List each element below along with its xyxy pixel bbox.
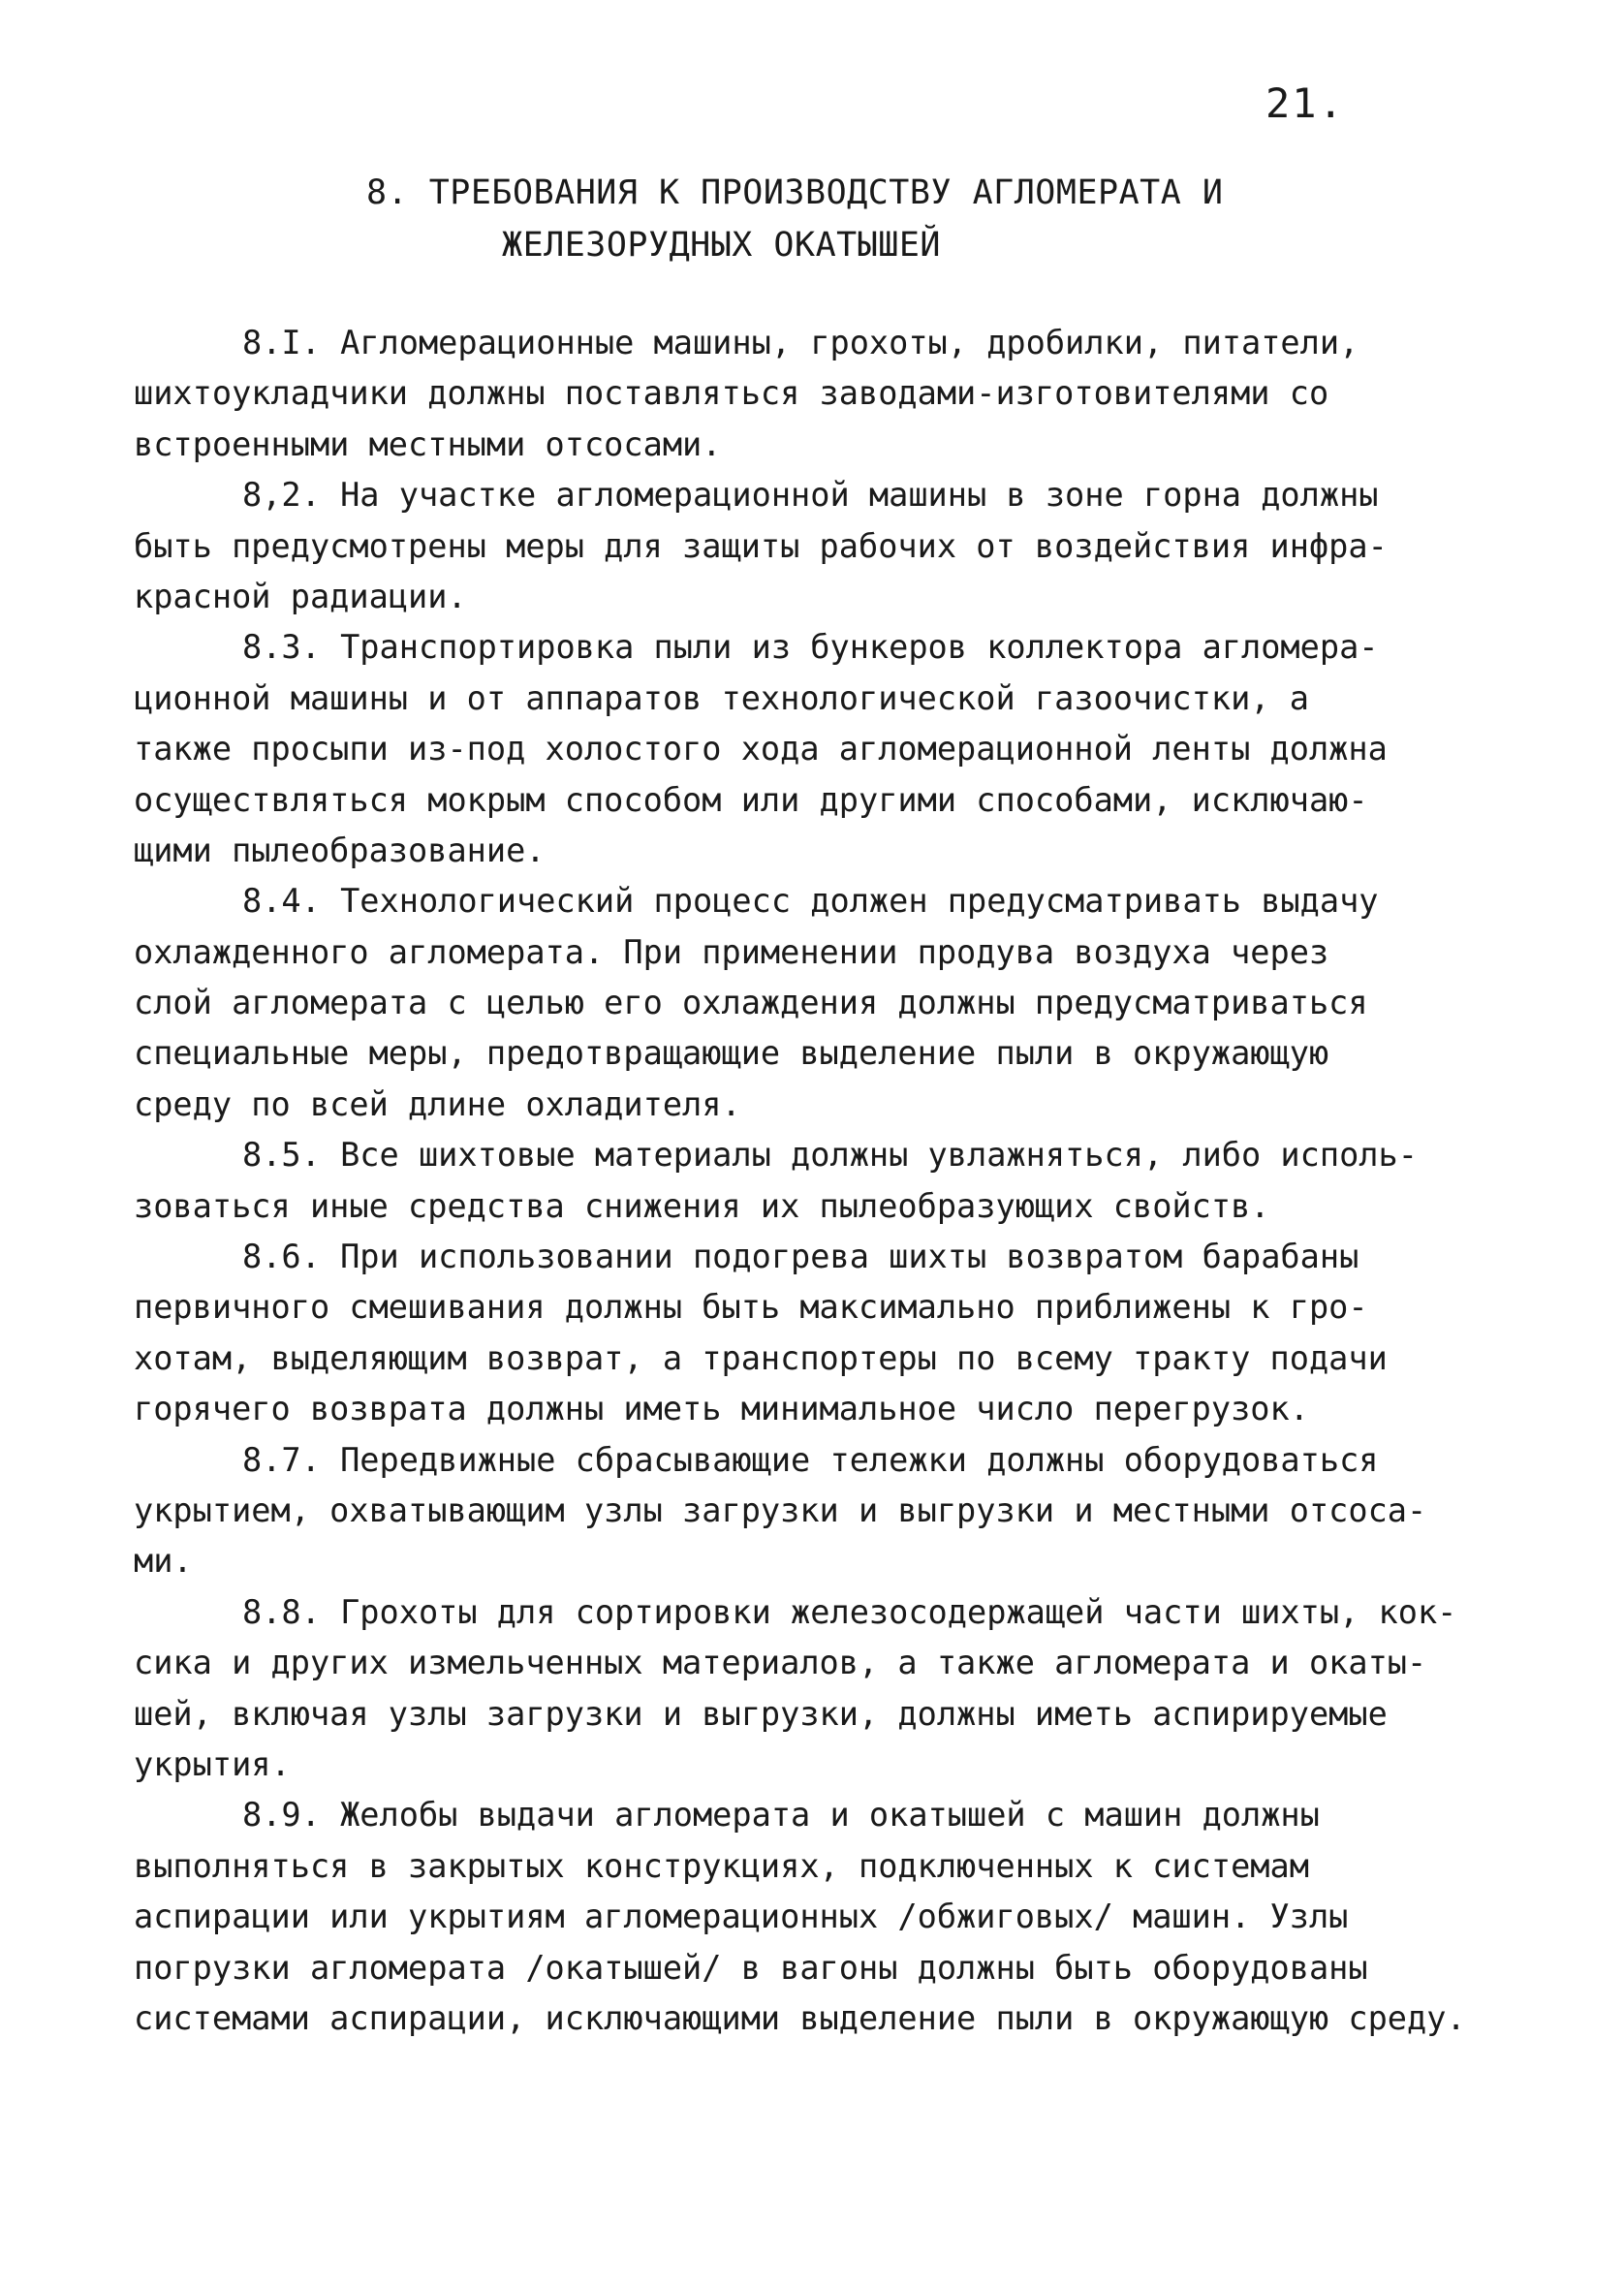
paragraph-8-2 (134, 470, 1537, 622)
paragraph-8-5 (134, 1130, 1537, 1232)
text-line: щими пылеобразование. (134, 831, 546, 869)
text-line: сика и других измельченных материалов, а также агломерата и окаты- (134, 1644, 1427, 1682)
section-title (0, 167, 1624, 271)
text-line: укрытием, охватывающим узлы загрузки и выгрузки и местными отсоса- (134, 1490, 1427, 1529)
section-title-line-1: 8. ТРЕБОВАНИЯ К ПРОИЗВОДСТВУ АГЛОМЕРАТА И (366, 173, 1224, 212)
text-line: шихтоукладчики должны поставляться заводами-изготовителями со (134, 374, 1329, 413)
paragraph-8-4 (134, 876, 1537, 1130)
section-title-line-2: ЖЕЛЕЗОРУДНЫХ ОКАТЫШЕЙ (502, 226, 942, 265)
text-line: 8.7. Передвижные сбрасывающие тележки должны оборудоваться (242, 1440, 1379, 1479)
text-line: ми. (134, 1542, 193, 1581)
text-line: 8.I. Агломерационные машины, грохоты, дробилки, питатели, (242, 324, 1359, 361)
document-body (134, 318, 1537, 2044)
text-line: также просыпи из-под холостого хода агломерационной ленты должна (134, 730, 1388, 769)
text-line: специальные меры, предотвращающие выделение пыли в окружающую (134, 1034, 1329, 1073)
text-line: 8.6. При использовании подогрева шихты возвратом барабаны (242, 1238, 1359, 1276)
text-line: 8.8. Грохоты для сортировки железосодержащей части шихты, кок- (242, 1592, 1457, 1631)
text-line: слой агломерата с целью его охлаждения должны предусматриваться (134, 984, 1368, 1022)
text-line: хотам, выделяющим возврат, а транспортеры по всему тракту подачи (134, 1338, 1388, 1377)
text-line: осуществляться мокрым способом или другими способами, исключаю- (134, 780, 1368, 819)
text-line: шей, включая узлы загрузки и выгрузки, должны иметь аспирируемые (134, 1694, 1388, 1733)
text-line: встроенными местными отсосами. (134, 424, 722, 463)
page-number: 21. (1265, 79, 1345, 127)
text-line: красной радиации. (134, 577, 467, 615)
paragraph-8-9 (134, 1790, 1537, 2044)
text-line: 8.3. Транспортировка пыли из бункеров коллектора агломера- (242, 628, 1379, 667)
text-line: ционной машины и от аппаратов технологической газоочистки, а (134, 678, 1309, 717)
text-line: первичного смешивания должны быть максимально приближены к гро- (134, 1288, 1368, 1327)
paragraph-8-3 (134, 622, 1537, 876)
paragraph-8-7 (134, 1435, 1537, 1587)
text-line: охлажденного агломерата. При применении продува воздуха через (134, 932, 1329, 971)
text-line: горячего возврата должны иметь минимальное число перегрузок. (134, 1390, 1309, 1428)
text-line: погрузки агломерата /окатышей/ в вагоны должны быть оборудованы (134, 1948, 1368, 1987)
text-line: 8.5. Все шихтовые материалы должны увлажняться, либо исполь- (242, 1136, 1418, 1175)
text-line: аспирации или укрытиям агломерационных /обжиговых/ машин. Узлы (134, 1898, 1349, 1936)
text-line: укрытия. (134, 1744, 291, 1783)
paragraph-8-8 (134, 1587, 1537, 1791)
text-line: зоваться иные средства снижения их пылеобразующих свойств. (134, 1186, 1270, 1225)
text-line: среду по всей длине охладителя. (134, 1084, 741, 1123)
text-line: выполняться в закрытых конструкциях, подключенных к системам (134, 1846, 1309, 1885)
text-line: системами аспирации, исключающими выделение пыли в окружающую среду. (134, 1998, 1466, 2037)
text-line: 8.4. Технологический процесс должен предусматривать выдачу (242, 882, 1379, 921)
paragraph-8-1 (134, 318, 1537, 470)
text-line: 8,2. На участке агломерационной машины в зоне горна должны (242, 476, 1379, 515)
text-line: 8.9. Желобы выдачи агломерата и окатышей с машин должны (242, 1796, 1320, 1835)
paragraph-8-6 (134, 1232, 1537, 1435)
text-line: быть предусмотрены меры для защиты рабочих от воздействия инфра- (134, 526, 1388, 565)
